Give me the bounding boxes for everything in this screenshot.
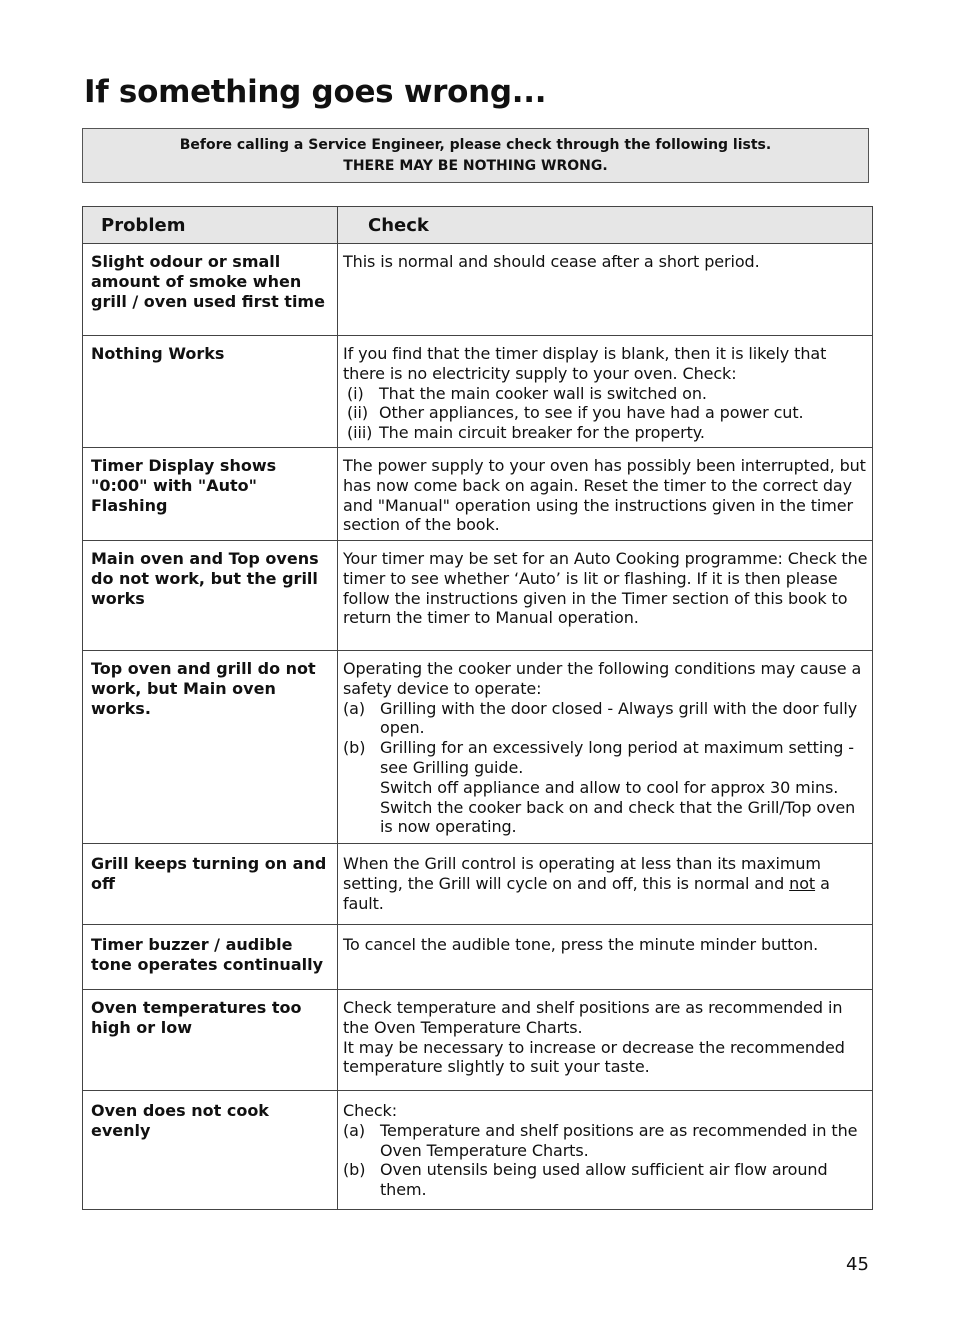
list-label: (b) [343,1160,366,1180]
check-cell [338,650,873,843]
list-label: (ii) [347,403,368,423]
table-row [83,650,873,843]
list-text: Grilling with the door closed - Always grill with the door fully open. [380,698,858,738]
list-item [343,1160,870,1200]
table-row [83,336,873,448]
table-row [83,1090,873,1209]
troubleshooting-table [82,206,873,1210]
problem-cell: Timer Display shows "0:00" with "Auto" Flashing [83,447,338,540]
table-header-row [83,207,873,244]
list-label: (a) [343,1120,365,1140]
check-outro: Switch off appliance and allow to cool for approx 30 mins. Switch the cooker back on and check that the Grill/Top oven is now operating. [380,777,856,837]
list-text: Other appliances, to see if you have had a power cut. [379,403,804,423]
list-label: (iii) [347,423,373,443]
table-row [83,447,873,540]
service-notice-box [82,128,869,183]
check-cell: Your timer may be set for an Auto Cooking programme: Check the timer to see whether ‘Auto’ is lit or flashing. If it is then please follow the instructions given in the Timer section of this book to return the timer to Manual operation. [338,540,873,650]
check-cell [338,843,873,924]
table-row [83,924,873,989]
list-text: Grilling for an excessively long period at maximum setting - see Grilling guide. [380,738,854,777]
page-title: If something goes wrong... [84,74,547,110]
table-row [83,540,873,650]
check-line-2: It may be necessary to increase or decrease the recommended temperature slightly to suit your taste. [343,1037,845,1077]
header-check: Check [338,207,873,244]
check-cell: This is normal and should cease after a short period. [338,244,873,336]
list-label: (b) [343,738,366,758]
list-item [343,1121,870,1161]
check-text-part-1: When the Grill control is operating at less than its maximum setting, the Grill will cycle on and off, this is normal and [343,853,821,893]
check-intro: If you find that the timer display is blank, then it is likely that there is no electricity supply to your oven. Check: [343,344,827,383]
check-text-underlined: not [789,873,816,893]
list-text: That the main cooker wall is switched on. [379,383,707,403]
header-problem: Problem [83,207,338,244]
check-cell [338,989,873,1090]
list-text: Oven utensils being used allow sufficient air flow around them. [380,1160,828,1200]
notice-line-1: Before calling a Service Engineer, please check through the following lists. [179,137,772,153]
list-item [343,384,870,404]
list-item [343,403,870,423]
check-intro: Operating the cooker under the following conditions may cause a safety device to operate: [343,658,862,698]
problem-cell: Top oven and grill do not work, but Main oven works. [83,650,338,843]
list-item [343,738,870,778]
table-row [83,989,873,1090]
problem-cell: Grill keeps turning on and off [83,843,338,924]
notice-line-2: THERE MAY BE NOTHING WRONG. [343,158,608,174]
page-number: 45 [846,1254,869,1275]
check-cell: The power supply to your oven has possibly been interrupted, but has now come back on again. Reset the timer to the correct day and "Manual" operation using the instructions given in the timer section of the book. [338,447,873,540]
list-text: Temperature and shelf positions are as recommended in the Oven Temperature Charts. [380,1120,858,1160]
problem-cell: Oven temperatures too high or low [83,989,338,1090]
check-cell [338,336,873,448]
problem-cell: Oven does not cook evenly [83,1090,338,1209]
list-text: The main circuit breaker for the property. [379,423,705,443]
table-row [83,843,873,924]
list-item [343,699,870,739]
problem-cell: Nothing Works [83,336,338,448]
list-item [343,423,870,443]
problem-cell: Main oven and Top ovens do not work, but the grill works [83,540,338,650]
check-intro: Check: [343,1100,398,1120]
check-cell [338,1090,873,1209]
problem-cell: Slight odour or small amount of smoke when grill / oven used first time [83,244,338,336]
check-line-1: Check temperature and shelf positions are as recommended in the Oven Temperature Charts. [343,997,843,1037]
list-label: (a) [343,698,365,718]
list-label: (i) [347,383,364,403]
table-row [83,244,873,336]
check-cell: To cancel the audible tone, press the minute minder button. [338,924,873,989]
problem-cell: Timer buzzer / audible tone operates continually [83,924,338,989]
check-text-part-2: a fault. [343,873,830,913]
